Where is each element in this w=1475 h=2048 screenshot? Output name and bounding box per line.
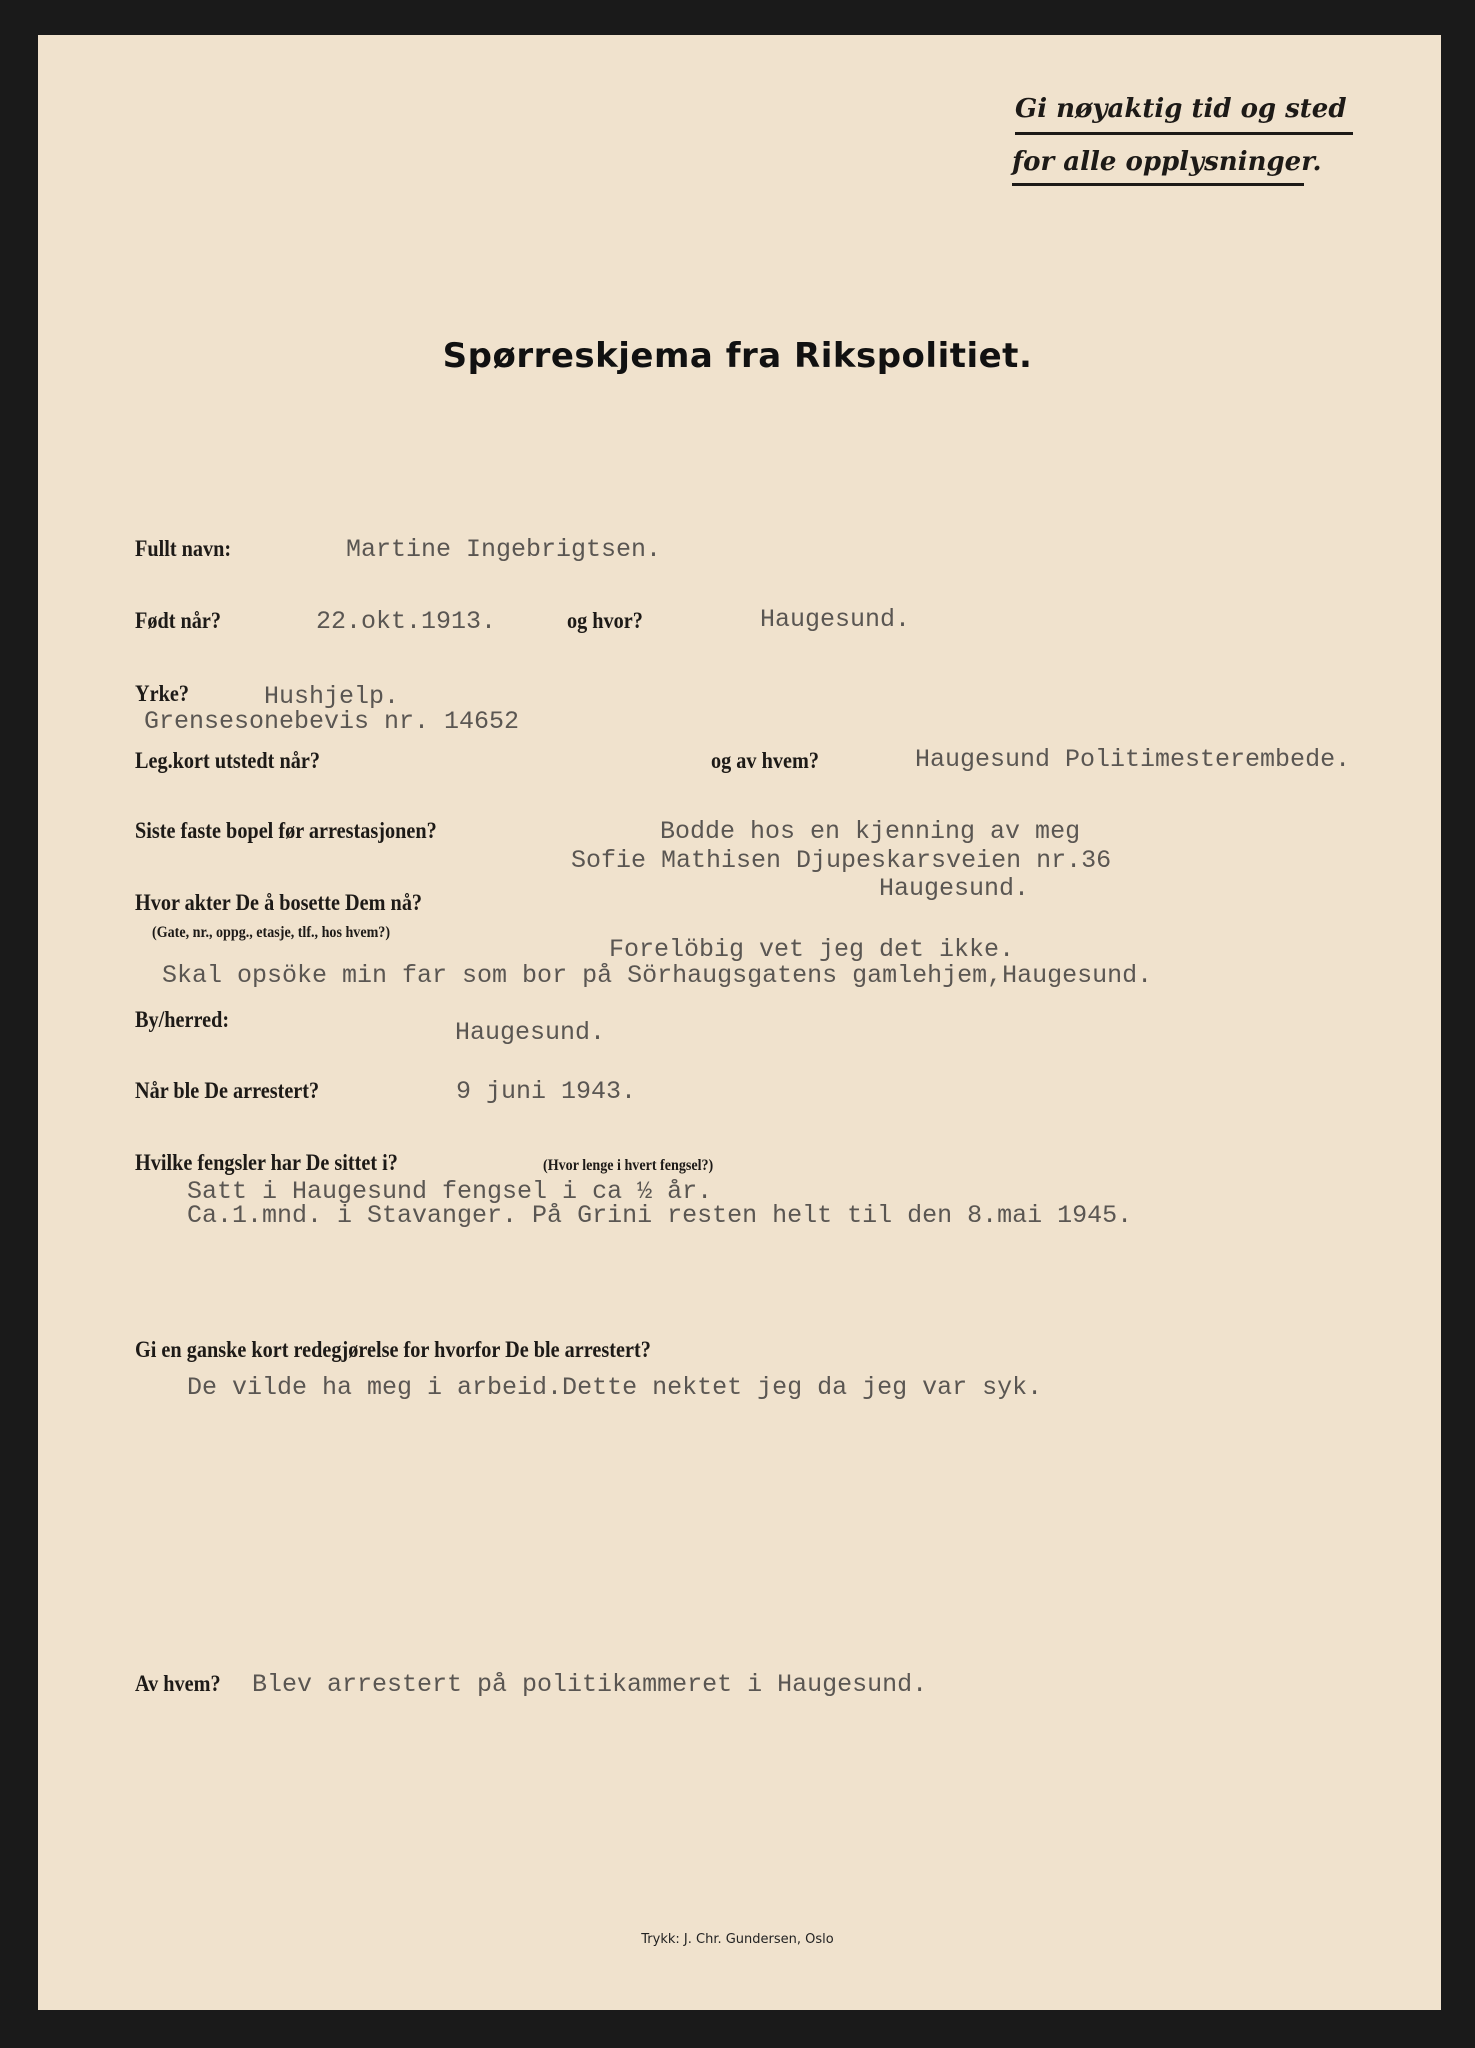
value-last-address-3: Haugesund. xyxy=(879,874,1030,903)
header-note-line1: Gi nøyaktig tid og sted xyxy=(1015,94,1347,124)
value-prisons-1: Satt i Haugesund fengsel i ca ½ år. xyxy=(187,1177,713,1206)
value-name: Martine Ingebrigtsen. xyxy=(346,535,662,564)
divider xyxy=(1012,183,1304,186)
value-arrested-by: Blev arrestert på politikammeret i Haugesund. xyxy=(252,1670,928,1699)
value-municipality: Haugesund. xyxy=(455,1018,606,1047)
printer-footer: Trykk: J. Chr. Gundersen, Oslo xyxy=(641,1932,834,1947)
hint-settle: (Gate, nr., oppg., etasje, tlf., hos hvem?) xyxy=(152,924,391,941)
label-arrested-by: Av hvem? xyxy=(135,1671,221,1696)
label-born: Født når? xyxy=(135,608,222,633)
value-settle-1: Forelöbig vet jeg det ikke. xyxy=(609,935,1015,964)
value-occupation: Hushjelp. xyxy=(264,682,400,711)
value-reason: De vilde ha meg i arbeid.Dette nektet jeg da jeg var syk. xyxy=(187,1373,1043,1402)
label-reason: Gi en ganske kort redegjørelse for hvorfor De ble arrestert? xyxy=(135,1337,651,1362)
value-last-address-1: Bodde hos en kjenning av meg xyxy=(660,817,1081,846)
label-arrested-when: Når ble De arrestert? xyxy=(135,1078,320,1103)
label-born-where: og hvor? xyxy=(567,608,643,633)
divider xyxy=(1015,132,1353,135)
value-id-card-by: Haugesund Politimesterembede. xyxy=(915,745,1351,774)
hint-prisons: (Hvor lenge i hvert fengsel?) xyxy=(543,1157,714,1174)
label-prisons: Hvilke fengsler har De sittet i? xyxy=(135,1150,398,1175)
header-note-line2: for alle opplysninger. xyxy=(1012,147,1322,177)
label-id-card: Leg.kort utstedt når? xyxy=(135,748,320,773)
value-prisons-2: Ca.1.mnd. i Stavanger. På Grini resten helt til den 8.mai 1945. xyxy=(187,1201,1133,1230)
value-settle-2: Skal opsöke min far som bor på Sörhaugsgatens gamlehjem,Haugesund. xyxy=(162,961,1153,990)
value-born-where: Haugesund. xyxy=(760,605,911,634)
value-arrested-when: 9 juni 1943. xyxy=(456,1077,637,1106)
page-title: Spørreskjema fra Rikspolitiet. xyxy=(442,336,1033,376)
label-last-address: Siste faste bopel før arrestasjonen? xyxy=(135,818,437,843)
value-born: 22.okt.1913. xyxy=(316,607,497,636)
document-page xyxy=(38,35,1441,2010)
value-border-pass: Grensesonebevis nr. 14652 xyxy=(144,707,520,736)
label-municipality: By/herred: xyxy=(135,1007,230,1032)
value-last-address-2: Sofie Mathisen Djupeskarsveien nr.36 xyxy=(571,846,1112,875)
label-occupation: Yrke? xyxy=(135,681,189,706)
label-name: Fullt navn: xyxy=(135,536,232,561)
label-id-card-by: og av hvem? xyxy=(711,748,819,773)
label-settle: Hvor akter De å bosette Dem nå? xyxy=(135,890,423,915)
